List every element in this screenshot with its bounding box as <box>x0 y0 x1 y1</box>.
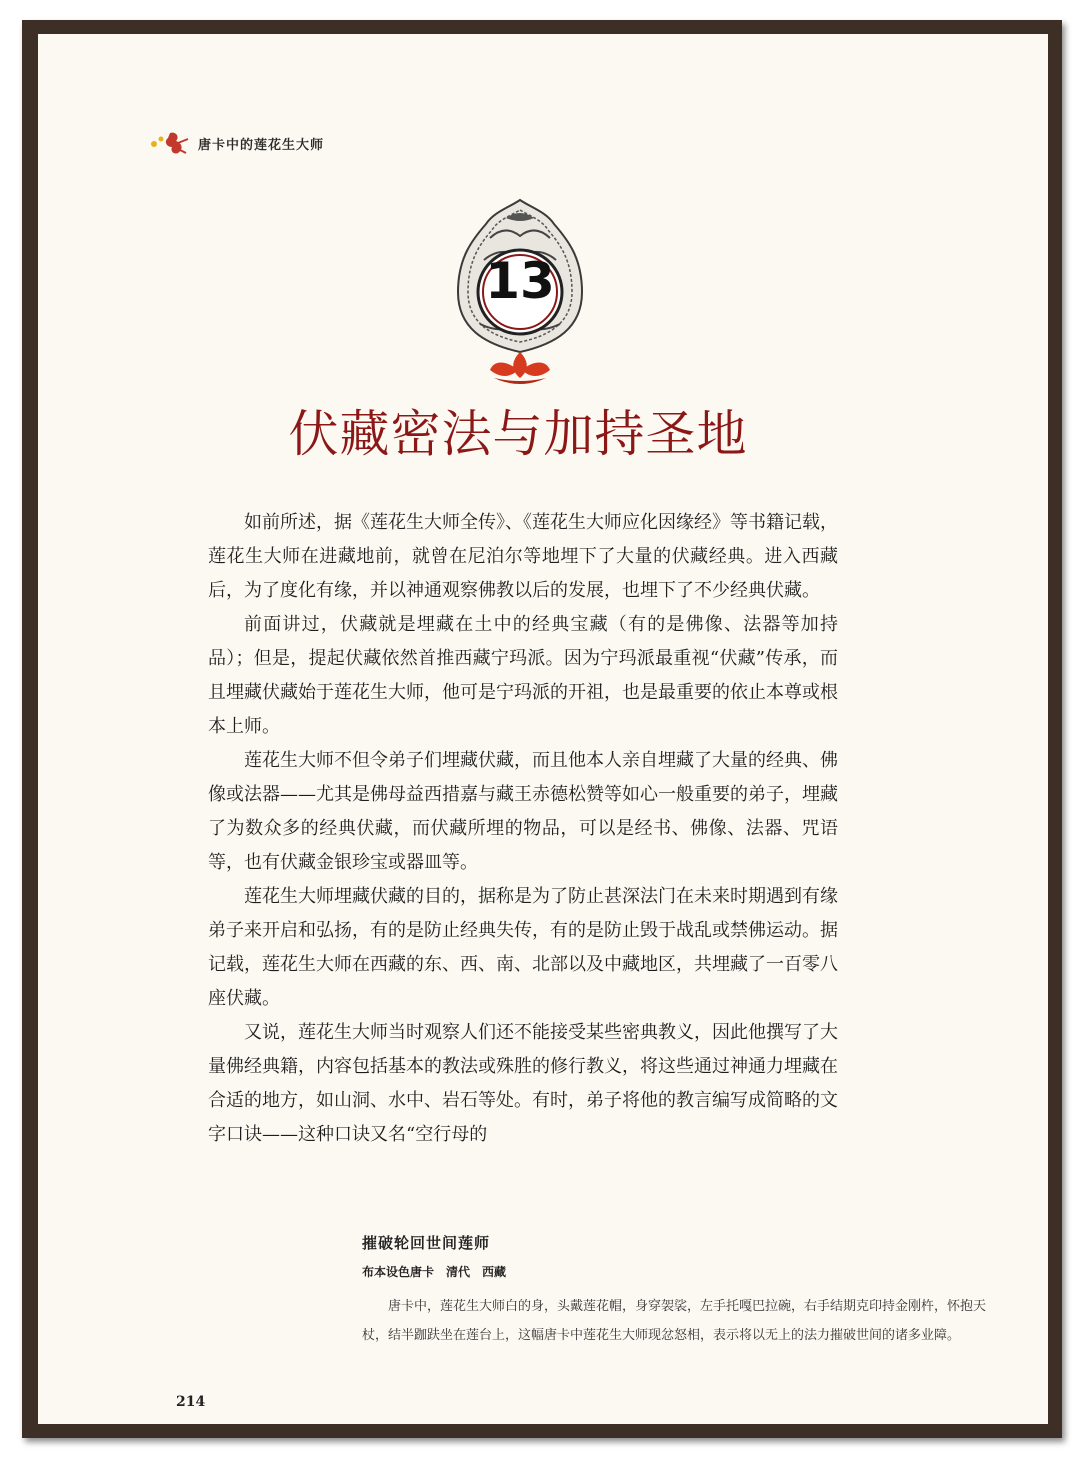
caption-meta: 布本设色唐卡 清代 西藏 <box>362 1265 507 1279</box>
paragraph: 又说，莲花生大师当时观察人们还不能接受某些密典教义，因此他撰写了大量佛经典籍，内容包括基本的教法或殊胜的修行教义，将这些通过神通力埋藏在合适的地方，如山洞、水中、岩石等处。有时，弟子将他的教言编写成简略的文字口诀——这种口诀又名“空行母的 <box>208 1022 838 1145</box>
book-page <box>38 34 1048 1424</box>
paragraph: 莲花生大师不但令弟子们埋藏伏藏，而且他本人亲自埋藏了大量的经典、佛像或法器——尤其是佛母益西措嘉与藏王赤德松赞等如心一般重要的弟子，埋藏了为数众多的经典伏藏，而伏藏所埋的物品，可以是经书、佛像、法器、咒语等，也有伏藏金银珍宝或器皿等。 <box>208 750 838 873</box>
body-text <box>208 506 838 1152</box>
caption-title: 摧破轮回世间莲师 <box>362 1234 491 1252</box>
chapter-badge <box>450 194 590 394</box>
chapter-title: 伏藏密法与加持圣地 <box>288 405 748 463</box>
lotus-icon <box>490 352 550 384</box>
running-header <box>148 128 324 158</box>
paragraph: 前面讲过，伏藏就是埋藏在土中的经典宝藏（有的是佛像、法器等加持品）；但是，提起伏藏依然首推西藏宁玛派。因为宁玛派最重视“伏藏”传承，而且埋藏伏藏始于莲花生大师，他可是宁玛派的开祖，也是最重要的依止本尊或根本上师。 <box>208 614 838 737</box>
chapter-number: 13 <box>485 252 555 310</box>
caption-description: 唐卡中，莲花生大师白的身，头戴莲花帽，身穿袈裟，左手托嘎巴拉碗，右手结期克印持金刚杵，怀抱天杖，结半跏趺坐在莲台上，这幅唐卡中莲花生大师现忿怒相，表示将以无上的法力摧破世间的诸多业障。 <box>362 1299 987 1343</box>
paragraph: 莲花生大师埋藏伏藏的目的，据称是为了防止甚深法门在未来时期遇到有缘弟子来开启和弘扬，有的是防止经典失传，有的是防止毁于战乱或禁佛运动。据记载，莲花生大师在西藏的东、西、南、北部以及中藏地区，共埋藏了一百零八座伏藏。 <box>208 886 838 1009</box>
dancing-figure-icon <box>148 129 194 157</box>
paragraph: 如前所述，据《莲花生大师全传》、《莲花生大师应化因缘经》等书籍记载，莲花生大师在进藏地前，就曾在尼泊尔等地埋下了大量的伏藏经典。进入西藏后，为了度化有缘，并以神通观察佛教以后的发展，也埋下了不少经典伏藏。 <box>208 512 838 601</box>
image-caption <box>362 1232 1002 1350</box>
header-title: 唐卡中的莲花生大师 <box>198 137 325 153</box>
page-number: 214 <box>176 1394 206 1410</box>
